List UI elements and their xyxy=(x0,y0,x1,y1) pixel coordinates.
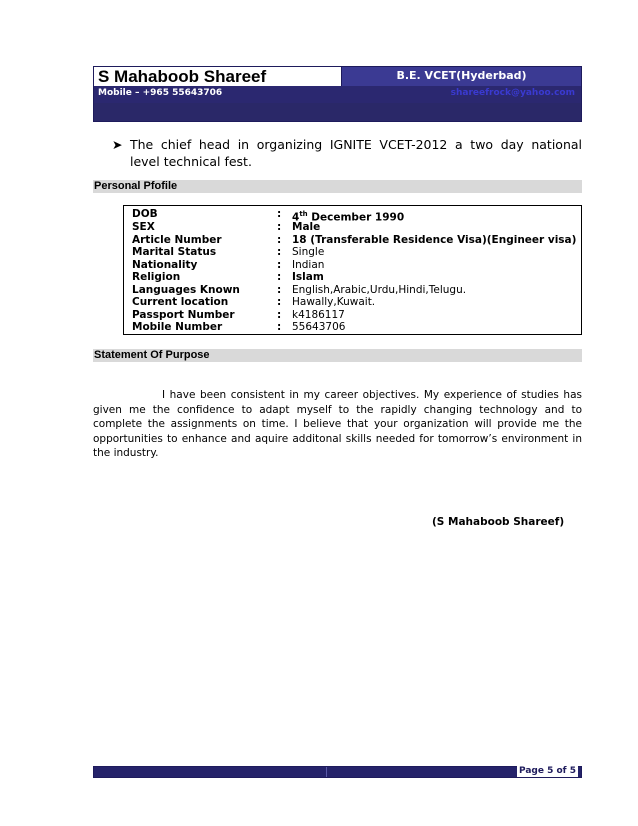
header-band xyxy=(94,103,581,121)
profile-label: Article Number xyxy=(132,233,222,246)
profile-label: DOB xyxy=(132,208,158,220)
profile-colon: : xyxy=(277,246,282,258)
arrow-bullet-icon: ➤ xyxy=(112,137,123,152)
profile-value: Hawally,Kuwait. xyxy=(292,296,376,308)
profile-row-dob xyxy=(132,208,582,224)
profile-colon: : xyxy=(277,321,282,333)
contact-bar xyxy=(94,86,581,103)
profile-row-sex xyxy=(132,221,582,234)
profile-value: Islam xyxy=(292,271,324,283)
dob-day: 4 xyxy=(292,211,300,224)
profile-label: Passport Number xyxy=(132,308,235,321)
profile-row-languages xyxy=(132,284,582,297)
statement-line: complete the assignments on time. I believe that your organization will provide me the xyxy=(93,418,582,430)
profile-value: Indian xyxy=(292,258,325,271)
profile-label: Current location xyxy=(132,296,229,308)
email-link[interactable]: shareefrock@yahoo.com xyxy=(450,88,575,98)
profile-row-marital-status xyxy=(132,246,582,259)
statement-line: the industry. xyxy=(93,447,159,459)
statement-paragraph xyxy=(93,388,582,461)
profile-colon: : xyxy=(277,221,282,233)
profile-label: Mobile Number xyxy=(132,321,223,333)
profile-label: Nationality xyxy=(132,258,198,271)
candidate-name: S Mahaboob Shareef xyxy=(98,67,267,86)
statement-line: opportunities to enhance and aquire additonal skills needed for tomorrow’s environment in xyxy=(93,432,582,445)
profile-value: k4186117 xyxy=(292,308,345,321)
personal-profile-box xyxy=(123,205,582,335)
qualification: B.E. VCET(Hyderbad) xyxy=(396,69,527,82)
profile-colon: : xyxy=(277,208,282,220)
profile-label: Religion xyxy=(132,271,181,283)
bullet-line-2: level technical fest. xyxy=(130,154,252,169)
dob-suffix: th xyxy=(299,210,308,218)
profile-label: SEX xyxy=(132,221,155,233)
section-statement-of-purpose xyxy=(93,349,582,362)
profile-value: English,Arabic,Urdu,Hindi,Telugu. xyxy=(292,283,467,296)
profile-colon: : xyxy=(277,271,282,283)
section-title: Statement Of Purpose xyxy=(94,349,210,361)
qualification-cell xyxy=(342,67,581,86)
bullet-line-1: The chief head in organizing IGNITE VCET-2012 a two day national xyxy=(130,137,582,152)
profile-label: Marital Status xyxy=(132,246,217,258)
page-number: Page 5 of 5 xyxy=(519,766,576,776)
profile-value: 55643706 xyxy=(292,321,346,333)
page-footer xyxy=(93,766,582,778)
section-personal-profile xyxy=(93,180,582,193)
statement-line: I have been consistent in my career objectives. My experience of studies has xyxy=(162,389,582,401)
profile-label: Languages Known xyxy=(132,283,240,296)
profile-colon: : xyxy=(277,258,282,271)
statement-line: given me the confidence to adapt myself to the rapidly changing technology and to xyxy=(93,403,582,416)
section-title: Personal Pfofile xyxy=(94,180,178,192)
profile-row-article-number xyxy=(132,234,582,247)
resume-header xyxy=(93,66,582,122)
profile-colon: : xyxy=(277,308,282,321)
mobile-text: Mobile – +965 55643706 xyxy=(98,88,223,98)
footer-divider xyxy=(326,767,327,777)
profile-row-mobile-number xyxy=(132,321,582,334)
profile-row-religion xyxy=(132,271,582,284)
dob-month-year: December 1990 xyxy=(307,211,405,224)
profile-value: Single xyxy=(292,246,325,258)
profile-colon: : xyxy=(277,233,282,246)
profile-row-passport-number xyxy=(132,309,582,322)
profile-colon: : xyxy=(277,296,282,308)
profile-row-current-location xyxy=(132,296,582,309)
profile-value: Male xyxy=(292,221,321,233)
signature: (S Mahaboob Shareef) xyxy=(432,516,565,528)
name-cell xyxy=(94,67,342,86)
profile-value: 18 (Transferable Residence Visa)(Engineer visa) xyxy=(292,233,577,246)
profile-colon: : xyxy=(277,283,282,296)
profile-row-nationality xyxy=(132,259,582,272)
